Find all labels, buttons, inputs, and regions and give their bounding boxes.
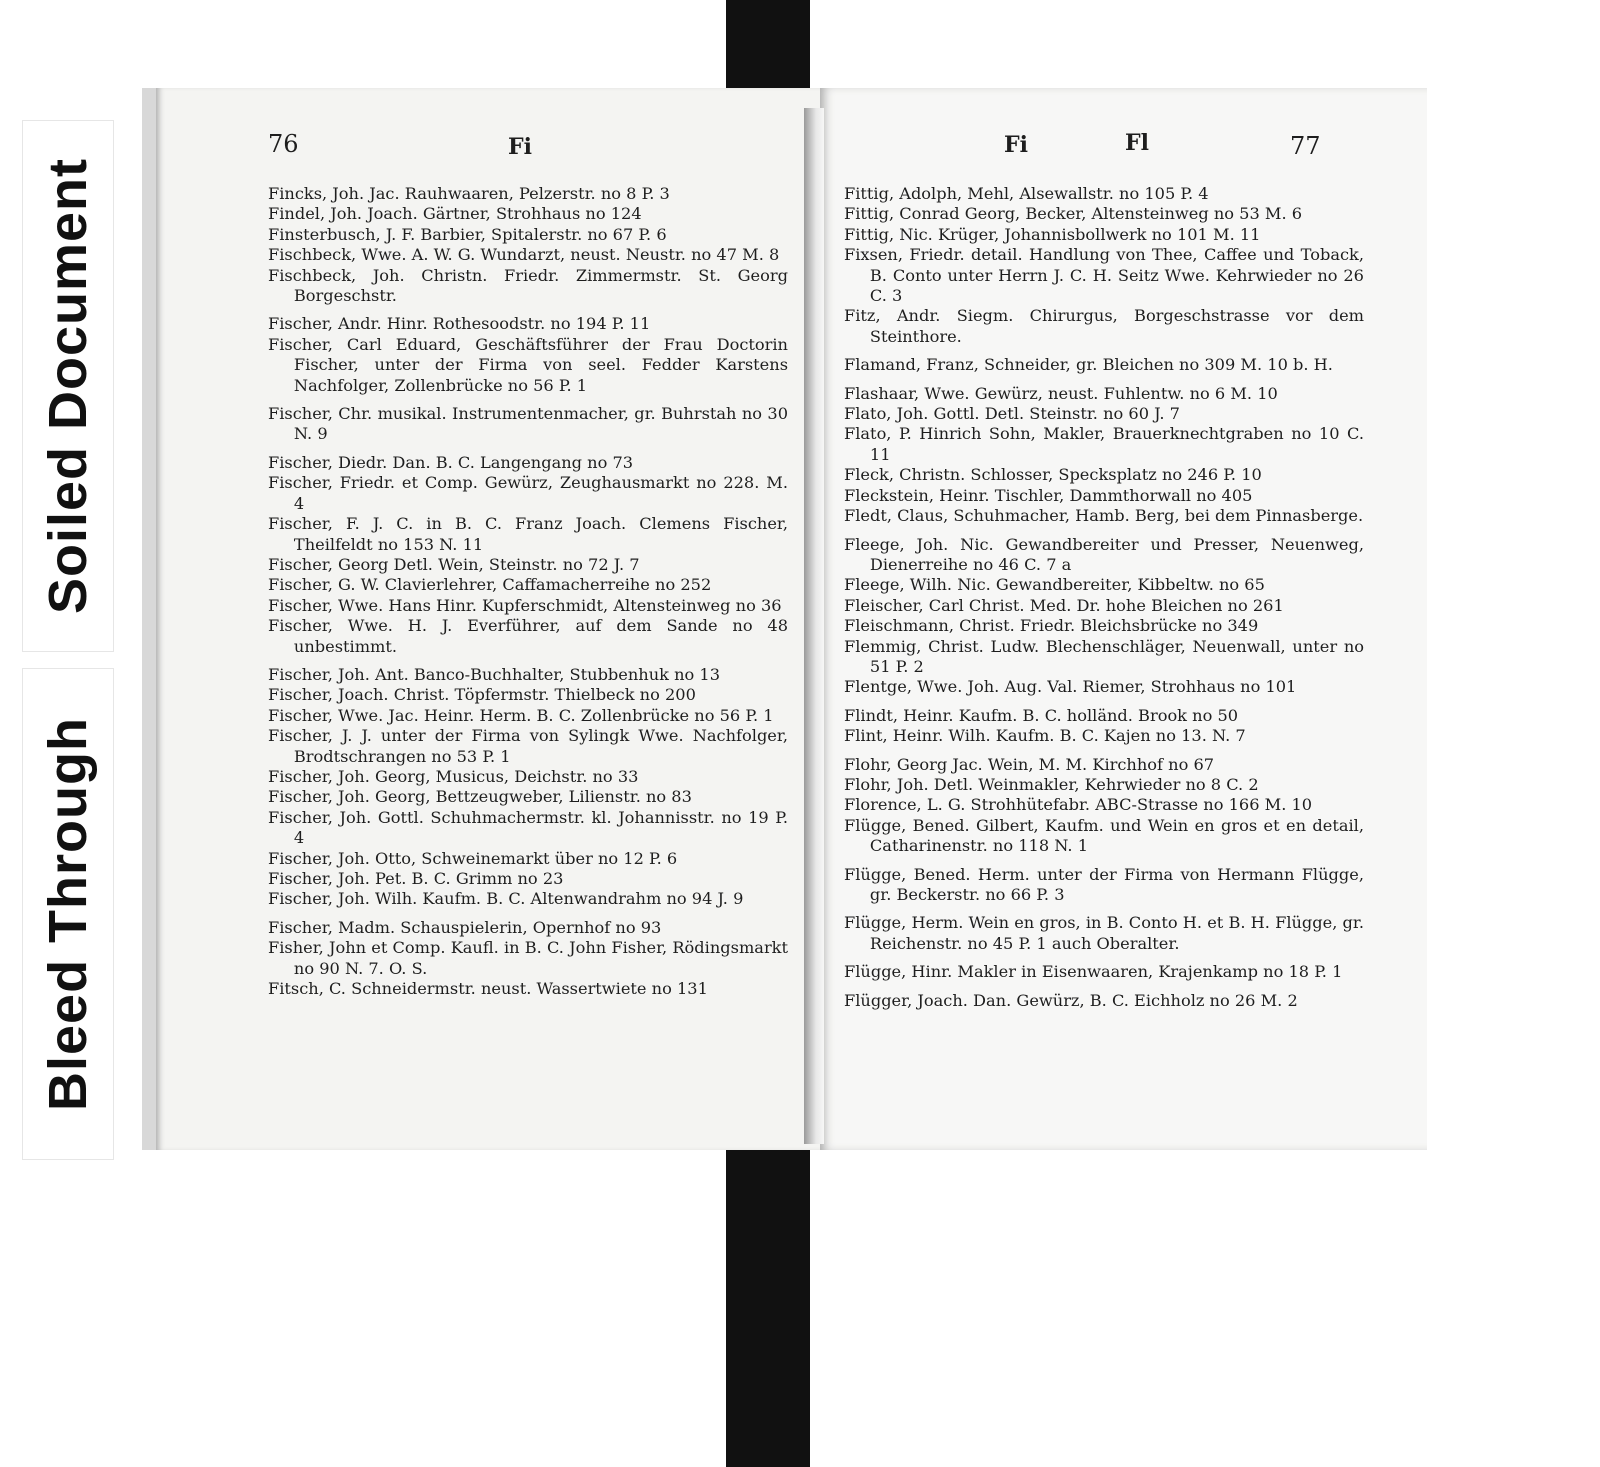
directory-entry: Flügge, Bened. Herm. unter der Firma von Hermann Flügge, gr. Beckerstr. no 66 P. 3 (844, 864, 1364, 904)
directory-entry: Fischbeck, Joh. Christn. Friedr. Zimmermstr. St. Georg Borgeschstr. (268, 265, 788, 306)
directory-entry: Fleckstein, Heinr. Tischler, Dammthorwall no 405 (844, 485, 1253, 505)
right-page (820, 88, 1427, 1150)
directory-entry: Flohr, Georg Jac. Wein, M. M. Kirchhof no 67 (844, 754, 1215, 774)
soiled-document-label (22, 120, 114, 652)
directory-entry: Fittig, Conrad Georg, Becker, Altensteinweg no 53 M. 6 (844, 204, 1303, 224)
right-page-header-left: Fi (1004, 132, 1028, 158)
directory-entry: Fischer, Friedr. et Comp. Gewürz, Zeughausmarkt no 228. M. 4 (268, 473, 788, 513)
directory-entry: Flindt, Heinr. Kaufm. B. C. holländ. Brook no 50 (844, 705, 1239, 725)
directory-entry: Flohr, Joh. Detl. Weinmakler, Kehrwieder no 8 C. 2 (844, 774, 1259, 794)
directory-entry: Fischer, Andr. Hinr. Rothesoodstr. no 194 P. 11 (268, 314, 651, 334)
right-page-number: 77 (1290, 132, 1321, 160)
directory-entry: Fincks, Joh. Jac. Rauhwaaren, Pelzerstr. no 8 P. 3 (268, 184, 670, 203)
directory-entry: Flato, Joh. Gottl. Detl. Steinstr. no 60 J. 7 (844, 404, 1180, 424)
directory-entry: Fixsen, Friedr. detail. Handlung von Thee, Caffee und Toback, B. Conto unter Herrn J. C. H. Seitz Wwe. Kehrwieder no 26 C. 3 (844, 245, 1364, 306)
directory-entry: Findel, Joh. Joach. Gärtner, Strohhaus no 124 (268, 204, 642, 224)
directory-entry: Flato, P. Hinrich Sohn, Makler, Brauerknechtgraben no 10 C. 11 (844, 424, 1364, 464)
book-gutter (804, 108, 824, 1144)
right-page-header-right: Fl (1125, 130, 1149, 156)
bleed-through-text: Bleed Through (38, 717, 99, 1111)
directory-entry: Flügge, Bened. Gilbert, Kaufm. und Wein en gros et en detail, Catharinenstr. no 118 N. 1 (844, 815, 1364, 856)
left-page (142, 88, 820, 1150)
left-page-header (156, 130, 820, 166)
directory-entry: Fischer, Wwe. Hans Hinr. Kupferschmidt, Altensteinweg no 36 (268, 595, 782, 615)
left-entry-list (268, 184, 788, 999)
left-page-header-letters: Fi (508, 134, 532, 160)
right-entry-list (844, 184, 1364, 1011)
directory-entry: Fledt, Claus, Schuhmacher, Hamb. Berg, bei dem Pinnasberge. (844, 506, 1364, 526)
directory-entry: Fischer, G. W. Clavierlehrer, Caffamacherreihe no 252 (268, 575, 712, 595)
directory-entry: Fischer, Joh. Wilh. Kaufm. B. C. Altenwandrahm no 94 J. 9 (268, 889, 744, 909)
directory-entry: Flemmig, Christ. Ludw. Blechenschläger, Neuenwall, unter no 51 P. 2 (844, 636, 1364, 676)
directory-entry: Fischer, J. J. unter der Firma von Sylingk Wwe. Nachfolger, Brodtschrangen no 53 P. 1 (268, 726, 788, 766)
directory-entry: Fischer, Joach. Christ. Töpfermstr. Thielbeck no 200 (268, 685, 696, 705)
directory-entry: Fischer, Carl Eduard, Geschäftsführer der Frau Doctorin Fischer, unter der Firma von seel. Fedder Karstens Nachfolger, Zollenbrücke no 56 P. 1 (268, 334, 788, 395)
directory-entry: Fitz, Andr. Siegm. Chirurgus, Borgeschstrasse vor dem Steinthore. (844, 306, 1364, 346)
directory-entry: Fischer, Joh. Ant. Banco-Buchhalter, Stubbenhuk no 13 (268, 664, 721, 684)
directory-entry: Fischer, Joh. Gottl. Schuhmachermstr. kl. Johannisstr. no 19 P. 4 (268, 807, 788, 848)
directory-entry: Fleischmann, Christ. Friedr. Bleichsbrücke no 349 (844, 616, 1259, 636)
directory-entry: Fischer, Joh. Georg, Musicus, Deichstr. no 33 (268, 766, 639, 786)
directory-entry: Flentge, Wwe. Joh. Aug. Val. Riemer, Strohhaus no 101 (844, 677, 1297, 697)
directory-entry: Fleck, Christn. Schlosser, Specksplatz no 246 P. 10 (844, 465, 1262, 485)
directory-entry: Flügge, Herm. Wein en gros, in B. Conto H. et B. H. Flügge, gr. Reichenstr. no 45 P. 1 auch Oberalter. (844, 913, 1364, 953)
directory-entry: Fischer, Diedr. Dan. B. C. Langengang no 73 (268, 452, 634, 472)
directory-entry: Fittig, Nic. Krüger, Johannisbollwerk no 101 M. 11 (844, 224, 1261, 244)
directory-entry: Fischer, Joh. Pet. B. C. Grimm no 23 (268, 869, 564, 888)
directory-entry: Fleischer, Carl Christ. Med. Dr. hohe Bleichen no 261 (844, 595, 1284, 615)
directory-entry: Fischer, Wwe. Jac. Heinr. Herm. B. C. Zollenbrücke no 56 P. 1 (268, 705, 774, 725)
directory-entry: Flügge, Hinr. Makler in Eisenwaaren, Krajenkamp no 18 P. 1 (844, 962, 1343, 982)
directory-entry: Flint, Heinr. Wilh. Kaufm. B. C. Kajen no 13. N. 7 (844, 726, 1246, 746)
directory-entry: Fischer, Madm. Schauspielerin, Opernhof no 93 (268, 917, 662, 937)
directory-entry: Fisher, John et Comp. Kaufl. in B. C. John Fisher, Rödingsmarkt no 90 N. 7. O. S. (268, 938, 788, 978)
directory-entry: Florence, L. G. Strohhütefabr. ABC-Strasse no 166 M. 10 (844, 795, 1313, 815)
directory-entry: Finsterbusch, J. F. Barbier, Spitalerstr. no 67 P. 6 (268, 224, 667, 244)
directory-entry: Fischbeck, Wwe. A. W. G. Wundarzt, neust. Neustr. no 47 M. 8 (268, 245, 780, 265)
directory-entry: Flamand, Franz, Schneider, gr. Bleichen no 309 M. 10 b. H. (844, 355, 1333, 375)
right-page-header (820, 130, 1427, 166)
directory-entry: Fittig, Adolph, Mehl, Alsewallstr. no 105 P. 4 (844, 184, 1209, 203)
directory-entry: Fitsch, C. Schneidermstr. neust. Wassertwiete no 131 (268, 979, 708, 999)
directory-entry: Fischer, F. J. C. in B. C. Franz Joach. Clemens Fischer, Theilfeldt no 153 N. 11 (268, 514, 788, 554)
directory-entry: Fischer, Wwe. H. J. Everführer, auf dem Sande no 48 unbestimmt. (268, 616, 788, 656)
open-book (142, 88, 1427, 1150)
directory-entry: Fischer, Joh. Otto, Schweinemarkt über no 12 P. 6 (268, 848, 678, 868)
directory-entry: Fischer, Georg Detl. Wein, Steinstr. no 72 J. 7 (268, 554, 640, 574)
soiled-document-text: Soiled Document (38, 157, 99, 615)
directory-entry: Flashaar, Wwe. Gewürz, neust. Fuhlentw. no 6 M. 10 (844, 383, 1278, 403)
directory-entry: Fischer, Joh. Georg, Bettzeugweber, Lilienstr. no 83 (268, 787, 692, 807)
directory-entry: Fischer, Chr. musikal. Instrumentenmacher, gr. Buhrstah no 30 N. 9 (268, 404, 788, 444)
directory-entry: Fleege, Wilh. Nic. Gewandbereiter, Kibbeltw. no 65 (844, 575, 1265, 595)
left-page-number: 76 (268, 130, 299, 158)
directory-entry: Flügger, Joach. Dan. Gewürz, B. C. Eichholz no 26 M. 2 (844, 990, 1298, 1010)
directory-entry: Fleege, Joh. Nic. Gewandbereiter und Presser, Neuenweg, Dienerreihe no 46 C. 7 a (844, 534, 1364, 574)
bleed-through-label (22, 668, 114, 1160)
